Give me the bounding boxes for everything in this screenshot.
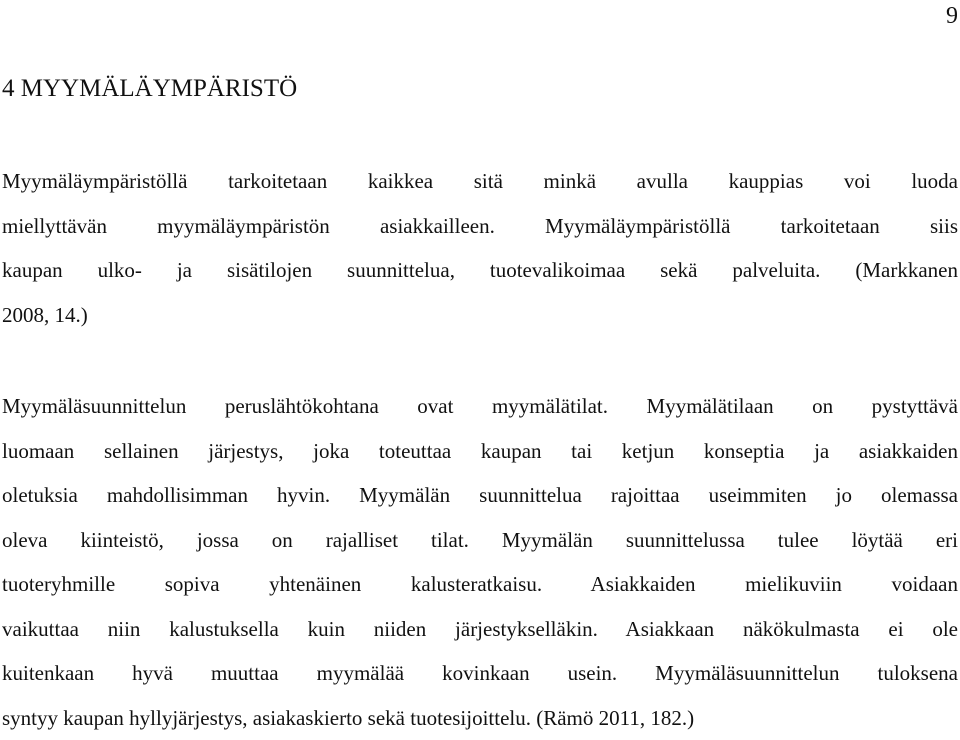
paragraph-2: [2, 384, 958, 740]
page-number: 9: [946, 2, 958, 30]
paragraph-2-line-4: oleva kiinteistö, jossa on rajalliset tilat. Myymälän suunnittelussa tulee löytää eri: [2, 518, 958, 563]
paragraph-1-line-3: kaupan ulko- ja sisätilojen suunnittelua, tuotevalikoimaa sekä palveluita. (Markkanen: [2, 248, 958, 293]
paragraph-2-line-2: luomaan sellainen järjestys, joka toteuttaa kaupan tai ketjun konseptia ja asiakkaiden: [2, 429, 958, 474]
paragraph-2-line-1: Myymäläsuunnittelun peruslähtökohtana ovat myymälätilat. Myymälätilaan on pystyttävä: [2, 384, 958, 429]
paragraph-2-line-6: vaikuttaa niin kalustuksella kuin niiden järjestykselläkin. Asiakkaan näkökulmasta ei ole: [2, 607, 958, 652]
chapter-heading: 4 MYYMÄLÄYMPÄRISTÖ: [2, 74, 297, 104]
paragraph-1-line-2: miellyttävän myymäläympäristön asiakkailleen. Myymäläympäristöllä tarkoitetaan siis: [2, 204, 958, 249]
paragraph-1: [2, 159, 958, 337]
paragraph-2-line-5: tuoteryhmille sopiva yhtenäinen kalusteratkaisu. Asiakkaiden mielikuviin voidaan: [2, 562, 958, 607]
paragraph-2-line-8: syntyy kaupan hyllyjärjestys, asiakaskierto sekä tuotesijoittelu. (Rämö 2011, 182.): [2, 696, 958, 740]
paragraph-1-line-1: Myymäläympäristöllä tarkoitetaan kaikkea sitä minkä avulla kauppias voi luoda: [2, 159, 958, 204]
paragraph-1-line-4: 2008, 14.): [2, 293, 958, 338]
paragraph-2-line-3: oletuksia mahdollisimman hyvin. Myymälän suunnittelua rajoittaa useimmiten jo olemassa: [2, 473, 958, 518]
paragraph-2-line-7: kuitenkaan hyvä muuttaa myymälää kovinkaan usein. Myymäläsuunnittelun tuloksena: [2, 651, 958, 696]
